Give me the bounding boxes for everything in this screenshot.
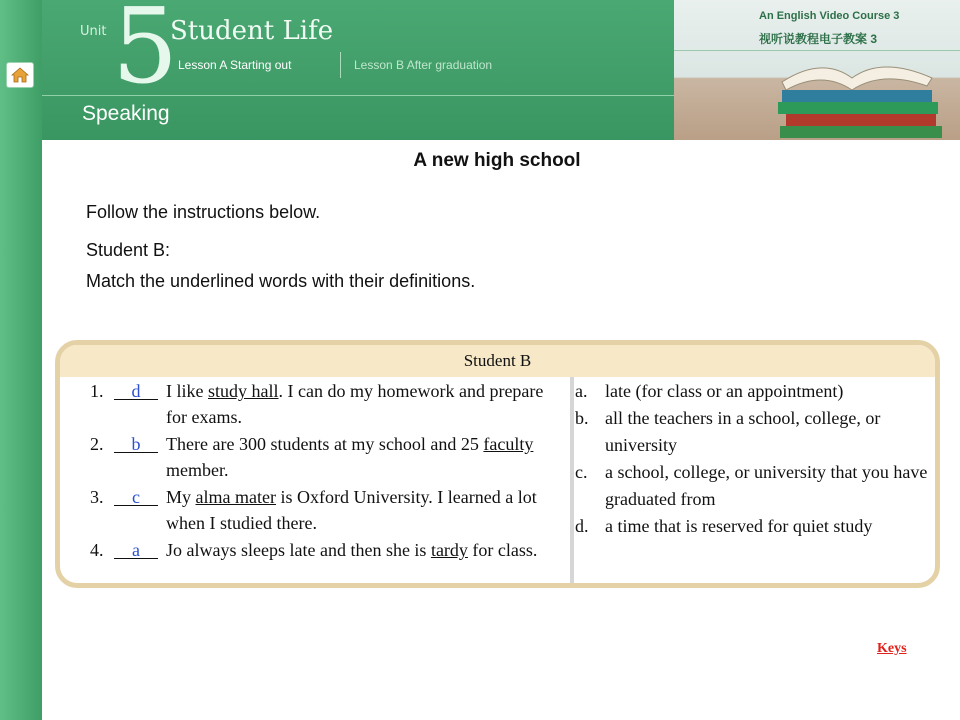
question-item [90,431,560,483]
definition-letter: b. [575,408,589,428]
tab-lesson-b[interactable]: Lesson B After graduation [354,58,493,72]
answer-blank[interactable]: c [114,484,158,506]
answer-blank[interactable]: b [114,431,158,453]
definition-item [575,405,935,459]
underlined-word: alma mater [195,487,276,507]
answer-blank[interactable]: d [114,378,158,400]
definition-text: all the teachers in a school, college, or university [605,408,881,455]
question-text: There are 300 students at my school and 25 faculty member. [166,434,534,480]
question-number: 2. [90,434,104,454]
tab-lesson-a[interactable]: Lesson A Starting out [178,58,292,72]
matching-panel [55,340,940,588]
underlined-word: study hall [208,381,279,401]
question-text: My alma mater is Oxford University. I learned a lot when I studied there. [166,487,537,533]
definition-item [575,378,935,405]
definition-text: a school, college, or university that you have graduated from [605,462,928,509]
underlined-word: tardy [430,540,468,560]
unit-label: Unit [80,24,107,39]
definition-letter: c. [575,462,588,482]
home-icon [11,67,29,83]
answer-blank[interactable]: a [114,537,158,559]
definition-item [575,513,935,540]
definition-text: late (for class or an appointment) [605,381,844,401]
question-item [90,484,560,536]
unit-title: Student Life [170,16,334,46]
definition-letter: d. [575,516,589,536]
course-divider [674,50,960,51]
activity-title: A new high school [413,150,581,171]
definition-letter: a. [575,381,588,401]
header-books-image [674,0,960,140]
question-text: Jo always sleeps late and then she is tardy for class. [166,540,538,560]
panel-header: Student B [60,345,935,377]
question-item [90,378,560,430]
question-item [90,537,560,563]
section-title: Speaking [82,102,170,125]
student-label: Student B: [86,240,171,260]
question-number: 4. [90,540,104,560]
instruction-text: Follow the instructions below. [86,202,321,222]
unit-header [42,0,960,140]
course-title-cn: 视听说教程电子教案 3 [759,32,878,46]
definition-text: a time that is reserved for quiet study [605,516,873,536]
keys-link[interactable]: Keys [877,641,907,656]
task-text: Match the underlined words with their definitions. [86,271,476,291]
question-text: I like study hall. I can do my homework and prepare for exams. [166,381,544,427]
question-number: 3. [90,487,104,507]
definition-item [575,459,935,513]
books-illustration [742,52,952,140]
unit-number: 5 [112,0,179,107]
course-title-en: An English Video Course 3 [759,10,900,22]
left-sidebar [0,0,42,720]
underlined-word: faculty [483,434,534,454]
question-number: 1. [90,381,104,401]
panel-divider [570,377,574,588]
lesson-divider [340,52,341,78]
home-button[interactable] [6,62,34,88]
